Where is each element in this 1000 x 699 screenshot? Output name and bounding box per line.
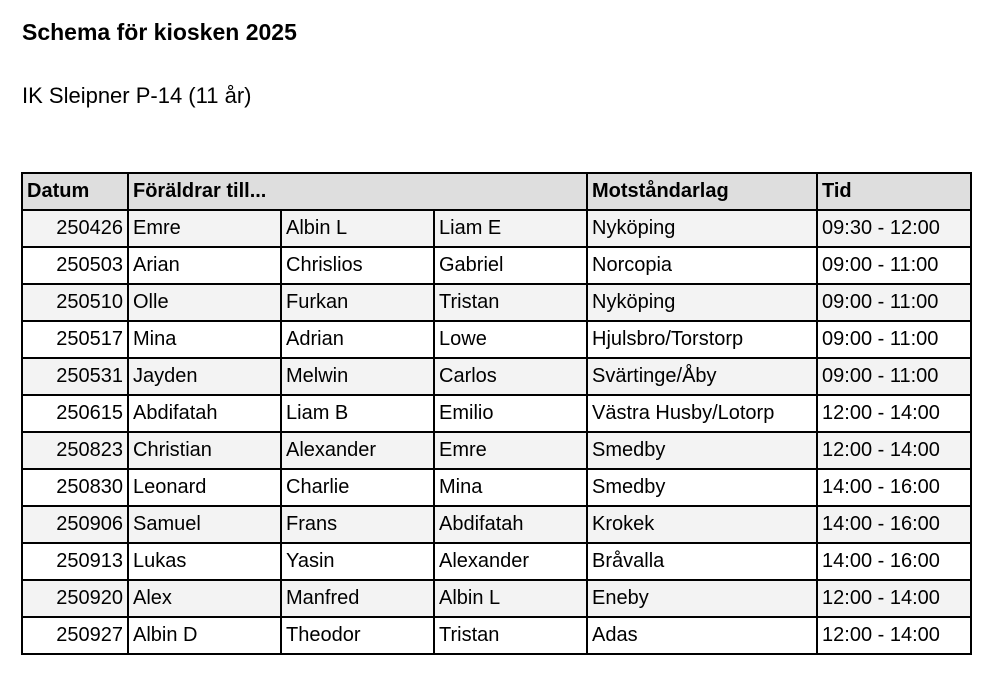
cell-time: 09:00 - 11:00 — [817, 284, 971, 321]
table-row — [22, 321, 971, 358]
page-title: Schema för kiosken 2025 — [22, 19, 297, 45]
cell-opponent: Eneby — [587, 580, 817, 617]
cell-parent-2: Theodor — [281, 617, 434, 654]
cell-time: 14:00 - 16:00 — [817, 506, 971, 543]
cell-parent-3: Emre — [434, 432, 587, 469]
cell-opponent: Västra Husby/Lotorp — [587, 395, 817, 432]
cell-parent-2: Manfred — [281, 580, 434, 617]
cell-parent-3: Tristan — [434, 284, 587, 321]
cell-parent-1: Mina — [128, 321, 281, 358]
cell-parent-2: Adrian — [281, 321, 434, 358]
header-parents: Föräldrar till... — [128, 173, 587, 210]
cell-parent-1: Jayden — [128, 358, 281, 395]
cell-parent-1: Christian — [128, 432, 281, 469]
table-row — [22, 617, 971, 654]
cell-parent-3: Alexander — [434, 543, 587, 580]
cell-parent-3: Abdifatah — [434, 506, 587, 543]
table-row — [22, 284, 971, 321]
cell-opponent: Krokek — [587, 506, 817, 543]
header-opponent: Motståndarlag — [587, 173, 817, 210]
cell-parent-2: Alexander — [281, 432, 434, 469]
cell-parent-3: Liam E — [434, 210, 587, 247]
cell-parent-2: Albin L — [281, 210, 434, 247]
cell-parent-3: Albin L — [434, 580, 587, 617]
cell-time: 14:00 - 16:00 — [817, 469, 971, 506]
cell-date: 250913 — [22, 543, 128, 580]
cell-date: 250823 — [22, 432, 128, 469]
table-row — [22, 469, 971, 506]
table-row — [22, 432, 971, 469]
cell-date: 250426 — [22, 210, 128, 247]
cell-opponent: Adas — [587, 617, 817, 654]
cell-opponent: Smedby — [587, 432, 817, 469]
cell-opponent: Smedby — [587, 469, 817, 506]
table-row — [22, 210, 971, 247]
cell-parent-2: Furkan — [281, 284, 434, 321]
cell-time: 14:00 - 16:00 — [817, 543, 971, 580]
cell-time: 09:00 - 11:00 — [817, 321, 971, 358]
header-date: Datum — [22, 173, 128, 210]
cell-parent-1: Arian — [128, 247, 281, 284]
cell-date: 250503 — [22, 247, 128, 284]
cell-time: 09:00 - 11:00 — [817, 358, 971, 395]
cell-date: 250927 — [22, 617, 128, 654]
cell-parent-3: Carlos — [434, 358, 587, 395]
cell-parent-2: Charlie — [281, 469, 434, 506]
cell-opponent: Nyköping — [587, 284, 817, 321]
cell-time: 12:00 - 14:00 — [817, 580, 971, 617]
table-row — [22, 358, 971, 395]
table-row — [22, 247, 971, 284]
cell-time: 12:00 - 14:00 — [817, 617, 971, 654]
cell-parent-3: Gabriel — [434, 247, 587, 284]
cell-date: 250517 — [22, 321, 128, 358]
table-header-row — [22, 173, 971, 210]
cell-parent-2: Liam B — [281, 395, 434, 432]
cell-date: 250906 — [22, 506, 128, 543]
cell-opponent: Hjulsbro/Torstorp — [587, 321, 817, 358]
table-row — [22, 395, 971, 432]
cell-parent-1: Leonard — [128, 469, 281, 506]
table-row — [22, 580, 971, 617]
cell-parent-1: Abdifatah — [128, 395, 281, 432]
cell-opponent: Bråvalla — [587, 543, 817, 580]
cell-parent-3: Lowe — [434, 321, 587, 358]
cell-opponent: Nyköping — [587, 210, 817, 247]
cell-parent-3: Mina — [434, 469, 587, 506]
cell-time: 09:00 - 11:00 — [817, 247, 971, 284]
cell-parent-1: Albin D — [128, 617, 281, 654]
table-row — [22, 543, 971, 580]
page-subtitle: IK Sleipner P-14 (11 år) — [22, 83, 252, 108]
cell-parent-2: Frans — [281, 506, 434, 543]
cell-date: 250510 — [22, 284, 128, 321]
cell-parent-1: Emre — [128, 210, 281, 247]
cell-parent-2: Melwin — [281, 358, 434, 395]
cell-time: 12:00 - 14:00 — [817, 432, 971, 469]
cell-time: 09:30 - 12:00 — [817, 210, 971, 247]
cell-opponent: Norcopia — [587, 247, 817, 284]
cell-date: 250615 — [22, 395, 128, 432]
table-row — [22, 506, 971, 543]
cell-date: 250531 — [22, 358, 128, 395]
kiosk-schedule-table — [21, 172, 972, 655]
cell-parent-2: Chrislios — [281, 247, 434, 284]
cell-parent-1: Alex — [128, 580, 281, 617]
cell-date: 250830 — [22, 469, 128, 506]
cell-parent-3: Emilio — [434, 395, 587, 432]
cell-parent-1: Samuel — [128, 506, 281, 543]
cell-parent-1: Lukas — [128, 543, 281, 580]
cell-time: 12:00 - 14:00 — [817, 395, 971, 432]
header-time: Tid — [817, 173, 971, 210]
cell-parent-1: Olle — [128, 284, 281, 321]
cell-parent-3: Tristan — [434, 617, 587, 654]
cell-opponent: Svärtinge/Åby — [587, 358, 817, 395]
cell-parent-2: Yasin — [281, 543, 434, 580]
cell-date: 250920 — [22, 580, 128, 617]
